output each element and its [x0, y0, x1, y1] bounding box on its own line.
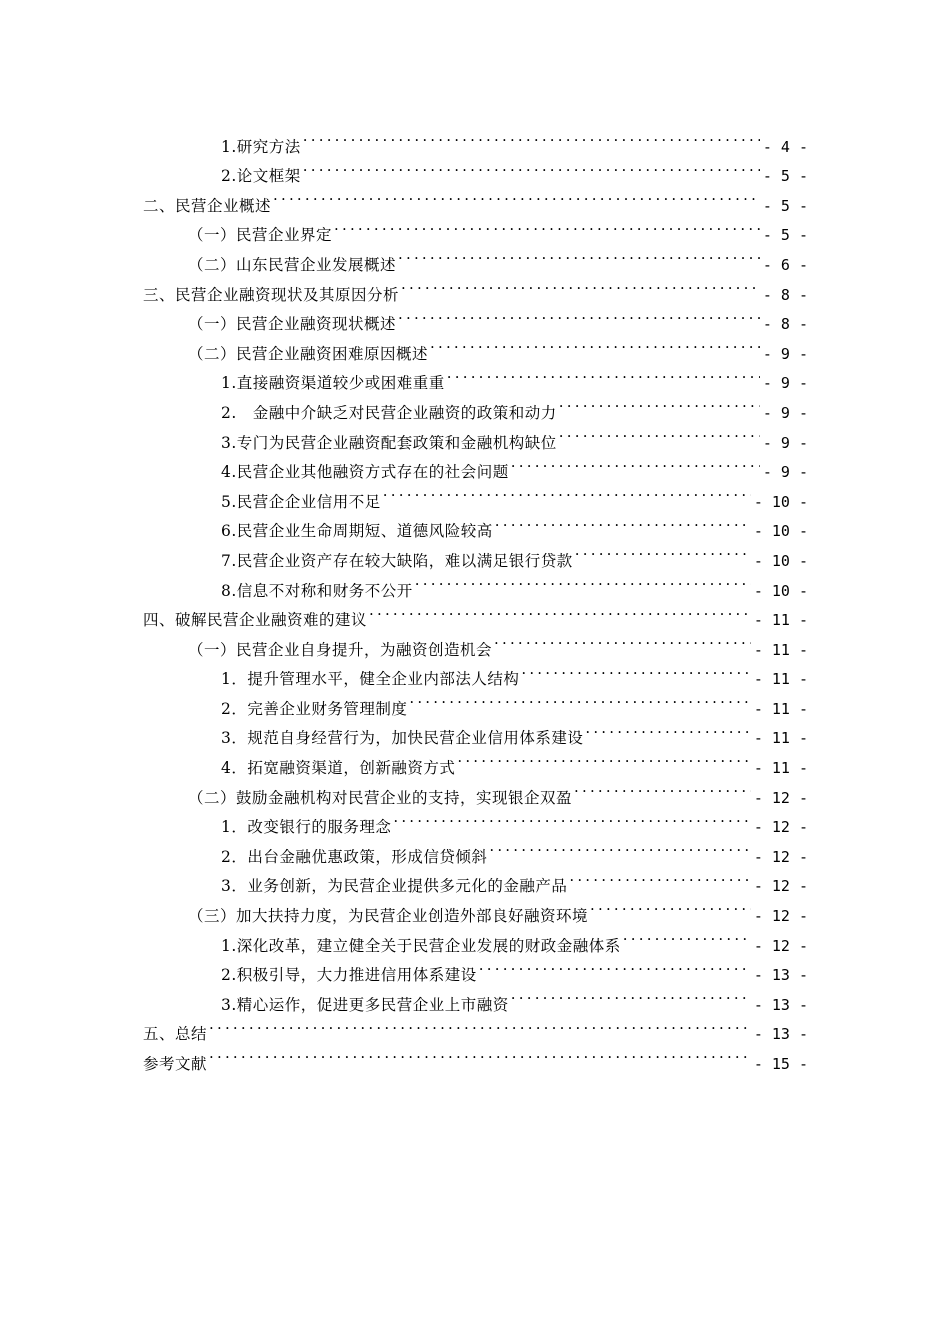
toc-entry-title: （一）民营企业融资现状概述: [188, 315, 397, 334]
toc-dot-leader: [209, 1039, 751, 1069]
toc-dot-leader: [511, 980, 751, 1010]
toc-entry-title: 1．提升管理水平，健全企业内部法人结构: [221, 670, 520, 689]
toc-dot-leader: [521, 655, 750, 685]
toc-entry-title: 2. 金融中介缺乏对民营企业融资的政策和动力: [221, 403, 557, 422]
toc-entry-title: 3.专门为民营企业融资配套政策和金融机构缺位: [221, 433, 557, 452]
toc-entry-title: 6.民营企业生命周期短、道德风险较高: [221, 522, 493, 541]
toc-page-number: - 10 -: [753, 492, 808, 511]
toc-entry-title: 2.积极引导，大力推进信用体系建设: [221, 966, 477, 985]
toc-entry[interactable]: [143, 1039, 808, 1073]
toc-dot-leader: [383, 477, 751, 507]
toc-page-number: - 5 -: [762, 226, 808, 245]
toc-page-number: - 5 -: [762, 167, 808, 186]
toc-dot-leader: [495, 507, 751, 537]
toc-dot-leader: [574, 773, 751, 803]
toc-page-number: - 9 -: [762, 403, 808, 422]
toc-dot-leader: [430, 329, 760, 359]
toc-dot-leader: [415, 566, 751, 596]
toc-entry-title: 2.论文框架: [221, 167, 301, 186]
toc-page-number: - 9 -: [762, 374, 808, 393]
toc-page-number: - 13 -: [753, 966, 808, 985]
toc-dot-leader: [393, 803, 750, 833]
toc-dot-leader: [398, 300, 760, 330]
toc-dot-leader: [303, 152, 760, 182]
toc-dot-leader: [511, 448, 760, 478]
toc-entry-title: 三、民营企业融资现状及其原因分析: [143, 285, 400, 304]
toc-entry-title: 1．改变银行的服务理念: [221, 818, 392, 837]
toc-page-number: - 4 -: [762, 137, 808, 156]
toc-entry-title: 3．业务创新，为民营企业提供多元化的金融产品: [221, 877, 568, 896]
toc-page-number: - 9 -: [762, 433, 808, 452]
toc-entry-title: 4.民营企业其他融资方式存在的社会问题: [221, 463, 509, 482]
toc-entry-title: 1.研究方法: [221, 137, 301, 156]
toc-entry-title: 8.信息不对称和财务不公开: [221, 581, 413, 600]
toc-page-number: - 12 -: [753, 818, 808, 837]
toc-dot-leader: [590, 891, 751, 921]
toc-page-number: - 8 -: [762, 285, 808, 304]
toc-entry-title: 3.精心运作，促进更多民营企业上市融资: [221, 995, 509, 1014]
toc-page-number: - 12 -: [753, 847, 808, 866]
toc-page-number: - 12 -: [753, 936, 808, 955]
toc-page-number: - 12 -: [753, 877, 808, 896]
toc-entry-title: 参考文献: [143, 1055, 208, 1073]
toc-page-number: - 10 -: [753, 522, 808, 541]
toc-entry-title: （二）鼓励金融机构对民营企业的支持，实现银企双盈: [188, 788, 573, 807]
toc-page-number: - 6 -: [762, 255, 808, 274]
toc-entry-title: （二）山东民营企业发展概述: [188, 255, 397, 274]
toc-dot-leader: [494, 625, 751, 655]
toc-page-number: - 10 -: [753, 581, 808, 600]
toc-dot-leader: [303, 122, 760, 152]
toc-dot-leader: [273, 181, 760, 211]
toc-entry-title: 五、总结: [143, 1025, 208, 1044]
toc-dot-leader: [575, 536, 751, 566]
toc-dot-leader: [398, 240, 760, 270]
toc-page-number: - 13 -: [753, 995, 808, 1014]
toc-page-number: - 12 -: [753, 788, 808, 807]
toc-page-number: - 12 -: [753, 907, 808, 926]
toc-page-number: - 11 -: [753, 759, 808, 778]
toc-entry-title: 3．规范自身经营行为，加快民营企业信用体系建设: [221, 729, 584, 748]
toc-entry-title: （一）民营企业界定: [188, 226, 333, 245]
toc-page-number: - 11 -: [753, 611, 808, 630]
toc-dot-leader: [447, 359, 760, 389]
toc-entry[interactable]: [143, 1010, 808, 1044]
toc-dot-leader: [334, 211, 760, 241]
toc-page-number: - 5 -: [762, 196, 808, 215]
toc-dot-leader: [585, 714, 750, 744]
toc-entry-title: 1.直接融资渠道较少或困难重重: [221, 374, 445, 393]
toc-entry-title: 4．拓宽融资渠道，创新融资方式: [221, 759, 456, 778]
toc-page-number: - 11 -: [753, 699, 808, 718]
toc-dot-leader: [623, 921, 751, 951]
toc-dot-leader: [209, 1010, 751, 1040]
toc-dot-leader: [489, 832, 750, 862]
toc-entry-title: 四、破解民营企业融资难的建议: [143, 611, 368, 630]
toc-page-number: - 15 -: [753, 1055, 808, 1073]
toc-dot-leader: [401, 270, 760, 300]
toc-entry-title: 二、民营企业概述: [143, 196, 272, 215]
toc-entry-title: （二）民营企业融资困难原因概述: [188, 344, 429, 363]
table-of-contents: [143, 122, 808, 1073]
toc-page-number: - 11 -: [753, 729, 808, 748]
toc-entry-title: （三）加大扶持力度，为民营企业创造外部良好融资环境: [188, 907, 589, 926]
toc-entry[interactable]: [143, 122, 808, 156]
toc-entry-title: 5.民营企企业信用不足: [221, 492, 381, 511]
toc-entry-title: 1.深化改革，建立健全关于民营企业发展的财政金融体系: [221, 936, 621, 955]
toc-dot-leader: [369, 596, 751, 626]
toc-dot-leader: [409, 684, 750, 714]
toc-dot-leader: [457, 743, 750, 773]
toc-page-number: - 13 -: [753, 1025, 808, 1044]
toc-page-number: - 11 -: [753, 640, 808, 659]
toc-entry-title: 2．出台金融优惠政策，形成信贷倾斜: [221, 847, 488, 866]
toc-dot-leader: [559, 388, 760, 418]
toc-page-number: - 11 -: [753, 670, 808, 689]
toc-dot-leader: [559, 418, 760, 448]
toc-dot-leader: [479, 951, 751, 981]
toc-dot-leader: [569, 862, 750, 892]
toc-entry-title: （一）民营企业自身提升，为融资创造机会: [188, 640, 493, 659]
toc-page-number: - 8 -: [762, 315, 808, 334]
toc-entry-title: 2．完善企业财务管理制度: [221, 699, 408, 718]
toc-page-number: - 9 -: [762, 344, 808, 363]
toc-page-number: - 10 -: [753, 551, 808, 570]
toc-page-number: - 9 -: [762, 463, 808, 482]
toc-entry-title: 7.民营企业资产存在较大缺陷，难以满足银行贷款: [221, 551, 573, 570]
